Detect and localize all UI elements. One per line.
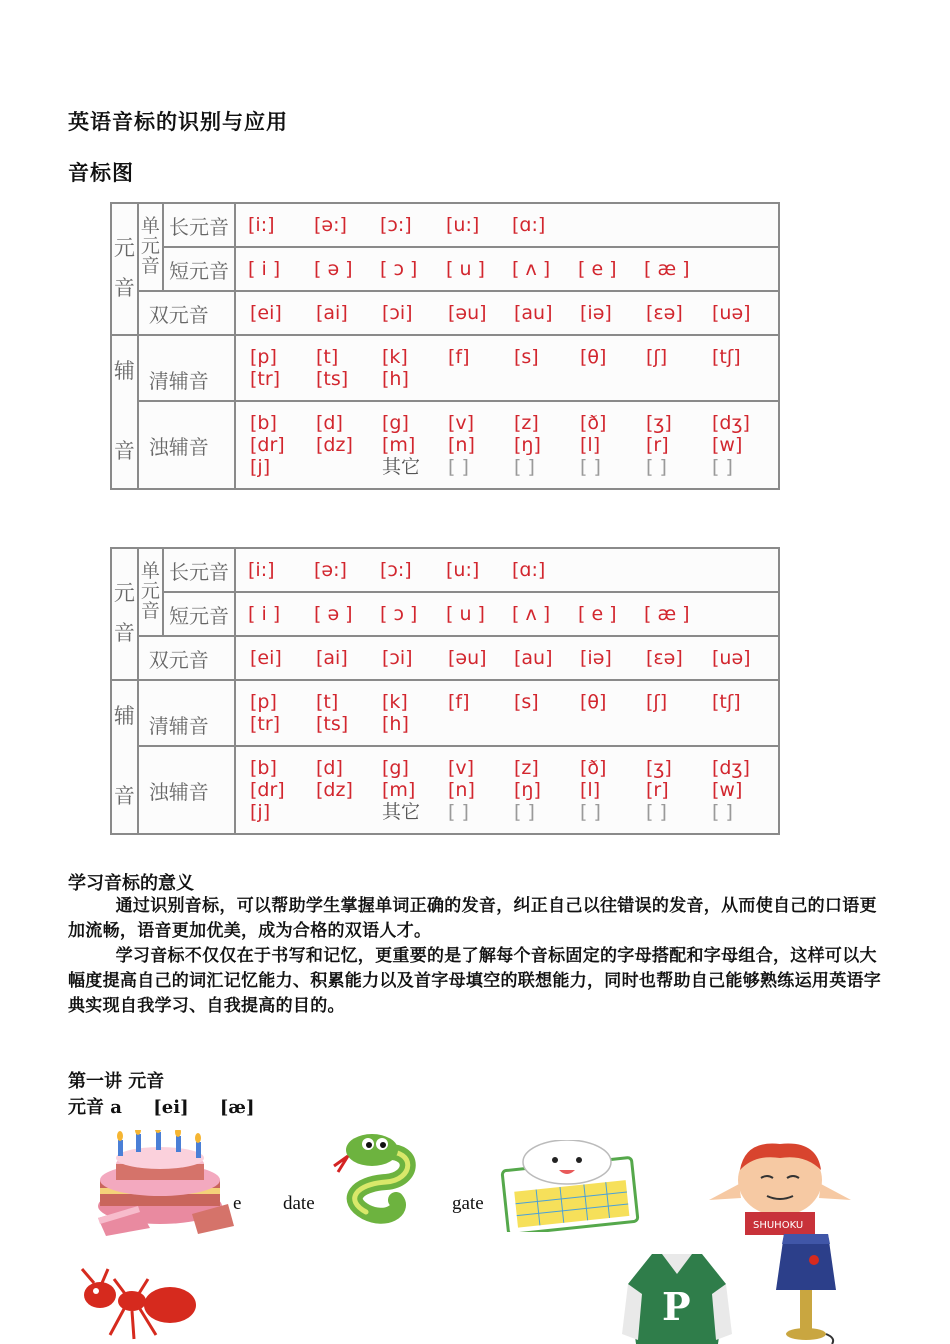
phonetic-symbol: [dr] (250, 779, 285, 801)
phonetic-symbol: [p] (250, 691, 277, 713)
single-vowel-label: 单 元 音 (138, 548, 163, 636)
phonetic-symbol: [t] (316, 691, 339, 713)
phonetic-symbol: [ɔ:] (380, 214, 412, 236)
phonetic-symbol: [dz] (316, 779, 353, 801)
short-vowel-symbols (235, 592, 779, 636)
phonetic-symbol: [ ə ] (314, 603, 353, 625)
phonetic-symbol: [w] (712, 434, 743, 456)
phonetic-symbol: [ e ] (578, 603, 617, 625)
phonetic-symbol: [ ] (448, 801, 469, 823)
phonetic-symbol: [ð] (580, 412, 607, 434)
meaning-heading: 学习音标的意义 (68, 873, 194, 894)
phonetic-symbol: [z] (514, 757, 539, 779)
phonetic-symbol: [ i ] (248, 258, 281, 280)
phonetic-symbol: [j] (250, 801, 271, 823)
voiceless-symbols (235, 680, 779, 746)
phonetic-symbol: [ɔi] (382, 302, 413, 324)
phonetic-symbol: [z] (514, 412, 539, 434)
phonetic-symbol: [ʃ] (646, 346, 668, 368)
phonetic-symbol: [ai] (316, 647, 348, 669)
phonetic-symbol: [ ʌ ] (512, 258, 551, 280)
word-3: gate (452, 1193, 484, 1214)
short-vowel-label: 短元音 (163, 247, 235, 291)
phonetic-symbol: [ð] (580, 757, 607, 779)
phonetic-symbol: [ ] (712, 801, 733, 823)
phonetic-symbol: [u:] (446, 214, 480, 236)
diphthong-symbols (235, 291, 779, 335)
phonetic-symbol: [h] (382, 368, 409, 390)
chart-heading: 音标图 (68, 160, 134, 185)
phonetic-symbol: [ ] (580, 456, 601, 478)
phonetic-symbol: [tr] (250, 368, 281, 390)
vowel-category: 元 音 (111, 203, 138, 335)
phonetic-table (110, 202, 780, 490)
phonetic-symbol: [ŋ] (514, 779, 541, 801)
long-vowel-symbols (235, 203, 779, 247)
voiceless-label: 清辅音 (138, 335, 235, 401)
phonetic-symbol: [tʃ] (712, 691, 741, 713)
phonetic-symbol: [ŋ] (514, 434, 541, 456)
vowel-a-line: 元音 a [ei] [æ] (68, 1097, 255, 1118)
word-2: date (283, 1193, 315, 1214)
page-title: 英语音标的识别与应用 (68, 109, 288, 134)
phonetic-symbol: [k] (382, 346, 408, 368)
phonetic-symbol: [θ] (580, 691, 607, 713)
phonetic-symbol: [b] (250, 412, 277, 434)
phonetic-table (110, 547, 780, 835)
phonetic-symbol: [h] (382, 713, 409, 735)
phonetic-symbol: [ɛə] (646, 302, 683, 324)
phonetic-symbol: [dr] (250, 434, 285, 456)
phonetic-symbol: [ u ] (446, 258, 485, 280)
phonetic-symbol: [b] (250, 757, 277, 779)
phonetic-symbol: [d] (316, 412, 343, 434)
phonetic-symbol: [k] (382, 691, 408, 713)
voiced-symbols (235, 401, 779, 489)
phonetic-symbol: [ɑ:] (512, 214, 546, 236)
phonetic-symbol: [ei] (250, 647, 282, 669)
phonetic-symbol: [f] (448, 691, 470, 713)
meaning-paragraph-2: 学习音标不仅仅在于书写和记忆，更重要的是了解每个音标固定的字母搭配和字母组合，这样可以大幅度提高自己的词汇记忆能力、积累能力以及首字母填空的联想能力，同时也帮助自己能够熟练运用英语字典实现自我学习、自我提高的目的。 (68, 946, 882, 1016)
phonetic-symbol: [v] (448, 757, 475, 779)
phonetic-symbol: [ei] (250, 302, 282, 324)
phonetic-symbol: [u:] (446, 559, 480, 581)
phonetic-symbol: [əu] (448, 302, 487, 324)
phonetic-symbol: [ʒ] (646, 757, 672, 779)
phonetic-symbol: [d] (316, 757, 343, 779)
short-vowel-symbols (235, 247, 779, 291)
phonetic-symbol: [s] (514, 346, 539, 368)
voiced-symbols (235, 746, 779, 834)
phonetic-symbol: [tr] (250, 713, 281, 735)
diphthong-label: 双元音 (138, 636, 235, 680)
voiced-label: 浊辅音 (138, 401, 235, 489)
phonetic-symbol: [ ʌ ] (512, 603, 551, 625)
svg-text:P: P (662, 1284, 691, 1329)
phonetic-symbol: [r] (646, 434, 669, 456)
phonetic-symbol: [m] (382, 434, 416, 456)
phonetic-symbol: [ə:] (314, 214, 347, 236)
phonetic-symbol: [ʒ] (646, 412, 672, 434)
phonetic-symbol: [ə:] (314, 559, 347, 581)
phonetic-chart-1 (110, 202, 780, 490)
phonetic-symbol: [m] (382, 779, 416, 801)
phonetic-symbol: [i:] (248, 559, 275, 581)
phonetic-symbol: [dʒ] (712, 757, 750, 779)
voiceless-label: 清辅音 (138, 680, 235, 746)
phonetic-symbol: [ ɔ ] (380, 258, 418, 280)
phonetic-symbol: [iə] (580, 302, 612, 324)
consonant-category: 辅 音 (111, 680, 138, 834)
phonetic-symbol: [s] (514, 691, 539, 713)
phonetic-symbol: [ ɔ ] (380, 603, 418, 625)
phonetic-symbol: [iə] (580, 647, 612, 669)
phonetic-symbol: [θ] (580, 346, 607, 368)
phonetic-symbol: [r] (646, 779, 669, 801)
phonetic-symbol: [l] (580, 434, 601, 456)
phonetic-symbol: [uə] (712, 302, 751, 324)
phonetic-symbol: [ æ ] (644, 603, 690, 625)
phonetic-symbol: [w] (712, 779, 743, 801)
phonetic-symbol: 其它 (382, 801, 421, 823)
phonetic-symbol: [ɑ:] (512, 559, 546, 581)
short-vowel-label: 短元音 (163, 592, 235, 636)
phonetic-symbol: [ ] (514, 801, 535, 823)
phonetic-symbol: [tʃ] (712, 346, 741, 368)
phonetic-symbol: [au] (514, 302, 553, 324)
phonetic-symbol: [ i ] (248, 603, 281, 625)
phonetic-symbol: [ts] (316, 713, 349, 735)
jacket-illustration (622, 1244, 732, 1344)
birthday-cake-illustration (88, 1130, 238, 1240)
phonetic-symbol: [g] (382, 412, 409, 434)
phonetic-symbol: 其它 (382, 456, 421, 478)
phonetic-symbol: [f] (448, 346, 470, 368)
phonetic-symbol: [p] (250, 346, 277, 368)
calendar-illustration (495, 1140, 645, 1232)
phonetic-symbol: [ ] (448, 456, 469, 478)
phonetic-symbol: [dʒ] (712, 412, 750, 434)
phonetic-symbol: [j] (250, 456, 271, 478)
consonant-category: 辅 音 (111, 335, 138, 489)
meaning-paragraph-1: 通过识别音标，可以帮助学生掌握单词正确的发音，纠正自己以往错误的发音，从而使自己的口语更加流畅，语音更加优美，成为合格的双语人才。 (68, 896, 877, 941)
phonetic-symbol: [au] (514, 647, 553, 669)
phonetic-symbol: [ ə ] (314, 258, 353, 280)
phonetic-symbol: [ ] (646, 801, 667, 823)
lamp-illustration (770, 1230, 845, 1344)
phonetic-symbol: [ɛə] (646, 647, 683, 669)
phonetic-symbol: [i:] (248, 214, 275, 236)
phonetic-chart-2 (110, 547, 780, 835)
lesson-heading: 第一讲 元音 (68, 1071, 165, 1092)
phonetic-symbol: [n] (448, 434, 475, 456)
phonetic-symbol: [l] (580, 779, 601, 801)
single-vowel-label: 单 元 音 (138, 203, 163, 291)
phonetic-symbol: [ɔ:] (380, 559, 412, 581)
phonetic-symbol: [ æ ] (644, 258, 690, 280)
snake-illustration (326, 1130, 416, 1230)
vowel-category: 元 音 (111, 548, 138, 680)
phonetic-symbol: [əu] (448, 647, 487, 669)
ant-illustration (74, 1265, 204, 1344)
diphthong-label: 双元音 (138, 291, 235, 335)
phonetic-symbol: [t] (316, 346, 339, 368)
long-vowel-label: 长元音 (163, 548, 235, 592)
phonetic-symbol: [v] (448, 412, 475, 434)
phonetic-symbol: [ e ] (578, 258, 617, 280)
word-1: e (233, 1193, 242, 1214)
phonetic-symbol: [g] (382, 757, 409, 779)
phonetic-symbol: [ u ] (446, 603, 485, 625)
phonetic-symbol: [ ] (514, 456, 535, 478)
svg-text:SHUHOKU: SHUHOKU (753, 1220, 804, 1231)
long-vowel-label: 长元音 (163, 203, 235, 247)
diphthong-symbols (235, 636, 779, 680)
phonetic-symbol: [ai] (316, 302, 348, 324)
cartoon-boy-illustration (705, 1140, 855, 1235)
phonetic-symbol: [ʃ] (646, 691, 668, 713)
phonetic-symbol: [ ] (580, 801, 601, 823)
phonetic-symbol: [ɔi] (382, 647, 413, 669)
phonetic-symbol: [ts] (316, 368, 349, 390)
long-vowel-symbols (235, 548, 779, 592)
phonetic-symbol: [ ] (646, 456, 667, 478)
phonetic-symbol: [ ] (712, 456, 733, 478)
voiced-label: 浊辅音 (138, 746, 235, 834)
voiceless-symbols (235, 335, 779, 401)
phonetic-symbol: [n] (448, 779, 475, 801)
phonetic-symbol: [uə] (712, 647, 751, 669)
phonetic-symbol: [dz] (316, 434, 353, 456)
